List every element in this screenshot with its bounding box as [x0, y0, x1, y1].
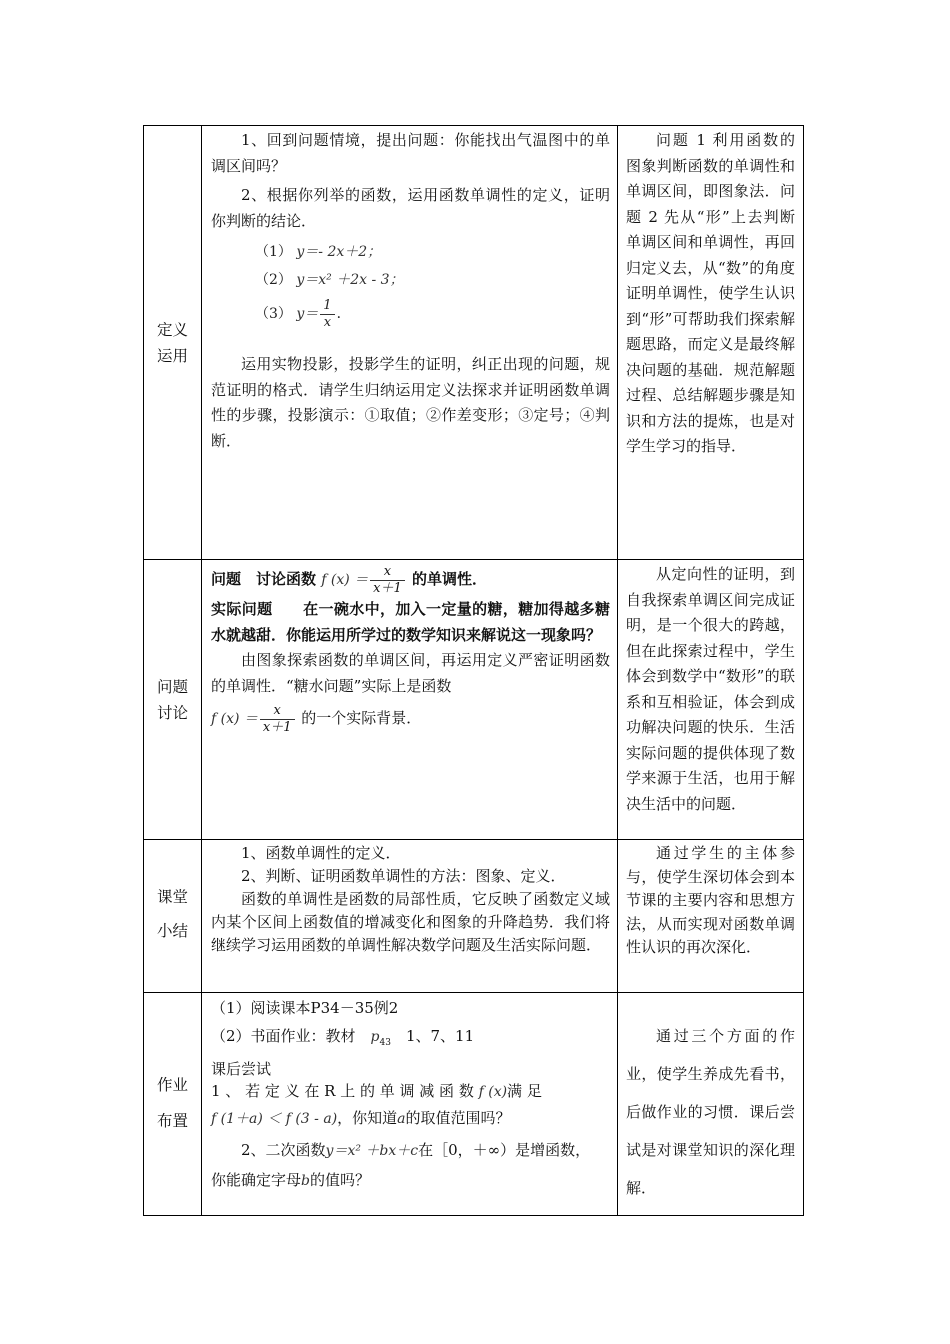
homework-2: （2）书面作业：教材 $p_{43}$ 1、7、11	[211, 1027, 475, 1048]
summary-3: 函数的单调性是函数的局部性质，它反映了函数定义域内某个区间上函数值的增减变化和图象的升降趋势．我们将继续学习运用函数的单调性解决数学问题及生活实际问题．	[211, 890, 610, 954]
homework-1: （1）阅读课本P34－35例2	[211, 999, 399, 1017]
content-cell	[202, 126, 618, 559]
fraction: $\frac{x}{x+1}$	[260, 703, 295, 736]
note-cell	[618, 993, 803, 1215]
row-label-cell	[144, 560, 202, 839]
note-cell	[618, 126, 803, 559]
content-cell	[202, 560, 618, 839]
content-cell	[202, 993, 618, 1215]
design-note: 通过三个方面的作业，使学生养成先看书，后做作业的习惯．课后尝试是对课堂知识的深化理解．	[626, 1027, 795, 1197]
summary-1: 1、函数单调性的定义．	[241, 844, 401, 862]
row-label: 课堂 小结	[156, 888, 188, 940]
row-label-cell	[144, 993, 202, 1215]
try-1-line-2: f (1＋a) ＜ f (3 - a)，你知道a的取值范围吗？	[211, 1109, 511, 1127]
lesson-plan-table	[143, 125, 804, 1216]
try-2-line-2: 你能确定字母b的值吗？	[211, 1171, 370, 1189]
row-label: 定义 运用	[156, 321, 188, 365]
question-1: 1、回到问题情境，提出问题：你能找出气温图中的单调区间吗？	[211, 131, 610, 175]
discussion-paragraph: 由图象探索函数的单调区间，再运用定义严密证明函数的单调性．“糖水问题”实际上是函数	[211, 651, 610, 695]
problem-title: 问题 讨论函数 f (x) ＝ $\frac{x}{x+1}$ 的单调性．	[211, 563, 487, 596]
row-homework	[144, 992, 803, 1215]
row-label: 问题 讨论	[156, 678, 188, 722]
row-definition-application	[144, 126, 803, 559]
content-cell	[202, 840, 618, 992]
row-problem-discussion	[144, 559, 803, 839]
fraction: $\frac{1}{x}$	[320, 298, 334, 331]
real-problem: 实际问题 在一碗水中，加入一定量的糖，糖加得越多糖水就越甜．你能运用所学过的数学知识来解说这一现象吗？	[211, 600, 610, 644]
after-class-title: 课后尝试	[211, 1060, 272, 1078]
row-class-summary	[144, 839, 803, 992]
equation-2: （2） y＝x² ＋2x - 3；	[255, 272, 404, 288]
try-2-line-1: 2、二次函数y＝x² ＋bx＋c在［0，＋∞）是增函数，	[241, 1141, 591, 1159]
design-note: 从定向性的证明，到自我探索单调区间完成证明，是一个很大的跨越，但在此探索过程中，学生体会到数学中“数形”的联系和互相验证，体会到成功解决问题的快乐．生活实际问题的提供体现了数学来源于生活，也用于解决生活中的问题．	[626, 565, 795, 813]
fraction: $\frac{x}{x+1}$	[370, 564, 405, 597]
row-label-cell	[144, 126, 202, 559]
try-1-line-1: 1 、 若 定 义 在 R 上 的 单 调 减 函 数 f (x)满 足	[211, 1082, 542, 1100]
summary-2: 2、判断、证明函数单调性的方法：图象、定义．	[241, 867, 566, 885]
note-cell	[618, 840, 803, 992]
equation-3: （3） y＝ $\frac{1}{x}$ ．	[255, 297, 351, 330]
discussion-function: f (x) ＝ $\frac{x}{x+1}$ 的一个实际背景．	[211, 702, 422, 735]
equation-1: （1） y＝- 2x＋2；	[255, 244, 382, 260]
question-2: 2、根据你列举的函数，运用函数单调性的定义，证明你判断的结论．	[211, 186, 610, 230]
design-note: 通过学生的主体参与，使学生深切体会到本节课的主要内容和思想方法，从而实现对函数单调性认识的再次深化．	[626, 844, 795, 956]
row-label: 作业 布置	[156, 1076, 188, 1130]
projection-paragraph: 运用实物投影，投影学生的证明，纠正出现的问题，规范证明的格式．请学生归纳运用定义法探求并证明函数单调性的步骤，投影演示：①取值；②作差变形；③定号；④判断．	[211, 355, 610, 450]
note-cell	[618, 560, 803, 839]
design-note: 问题 1 利用函数的图象判断函数的单调性和单调区间，即图象法．问题 2 先从“形”上去判断单调区间和单调性，再回归定义去，从“数”的角度证明单调性，使学生认识到“形”可帮助我们探索解题思路，而定义是最终解决问题的基础．规范解题过程、总结解题步骤是知识和方法的提炼，也是对学生学习的指导．	[626, 131, 795, 455]
row-label-cell	[144, 840, 202, 992]
